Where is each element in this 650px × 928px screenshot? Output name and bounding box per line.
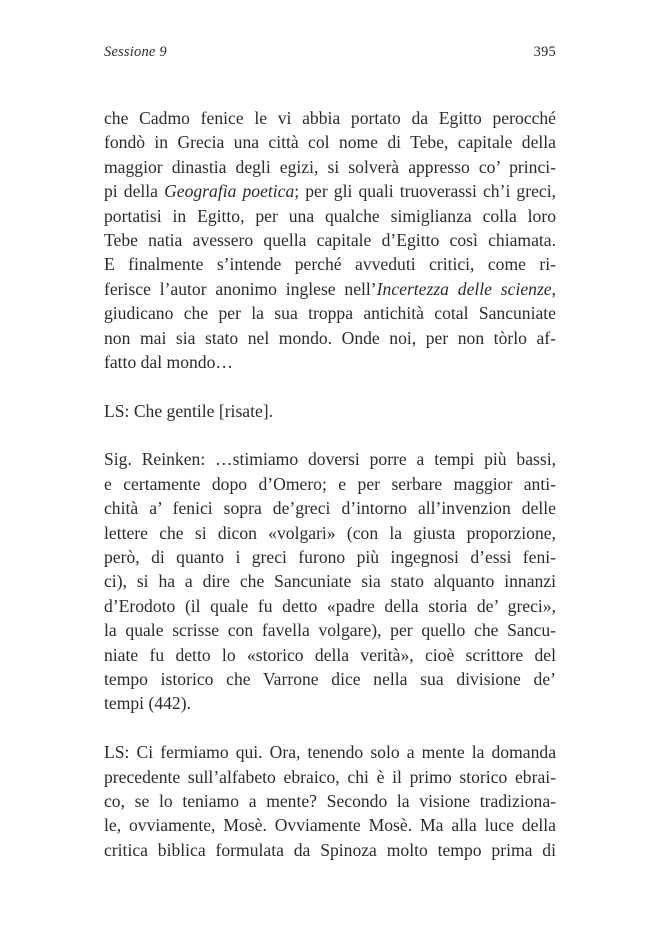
paragraph-gap	[104, 423, 556, 447]
text-segment: precedente sull’alfabeto ebraico, chi è il primo storico ebrai-	[104, 766, 556, 787]
text-segment: che Cadmo fenice le vi abbia portato da Egitto perocché	[104, 108, 556, 128]
text-segment: co, se lo teniamo a mente? Secondo la visione tradiziona-	[104, 790, 556, 811]
text-line	[104, 643, 556, 667]
text-segment: Tebe natia avessero quella capitale d’Egitto così chiamata.	[104, 229, 556, 250]
text-line	[104, 106, 556, 130]
text-line	[104, 691, 556, 715]
text-segment: giudicano che per la sua troppa antichità cotal Sancuniate	[104, 303, 556, 324]
text-segment: non mai sia stato nel mondo. Onde noi, per non tòrlo af-	[104, 327, 556, 348]
text-segment: pi della	[104, 181, 165, 202]
italic-title: Geografia poetica	[164, 181, 295, 202]
paragraph	[104, 447, 556, 715]
text-line	[104, 350, 556, 374]
text-line	[104, 447, 556, 471]
text-line	[104, 204, 556, 228]
running-head	[104, 44, 556, 64]
body-text	[104, 106, 556, 862]
paragraph	[104, 740, 556, 862]
text-segment: le, ovviamente, Mosè. Ovviamente Mosè. Ma alla luce della	[104, 815, 556, 836]
text-line	[104, 813, 556, 837]
text-segment: lettere che si dicon «volgari» (con la giusta proporzione,	[104, 522, 556, 543]
text-line	[104, 301, 556, 325]
text-segment: però, di quanto i greci furono più ingegnosi d’essi feni-	[104, 547, 556, 568]
text-line	[104, 399, 556, 423]
text-segment: LS: Che gentile [risate].	[104, 400, 274, 421]
text-line	[104, 277, 556, 301]
page-number: 395	[533, 44, 556, 60]
text-segment: Sig. Reinken: …stimiamo doversi porre a tempi più bassi,	[104, 449, 556, 470]
text-line	[104, 838, 556, 862]
text-line	[104, 594, 556, 618]
text-line	[104, 228, 556, 252]
text-line	[104, 155, 556, 179]
text-line	[104, 545, 556, 569]
paragraph-gap	[104, 716, 556, 740]
paragraph	[104, 106, 556, 374]
text-line	[104, 326, 556, 350]
text-line	[104, 252, 556, 276]
text-line	[104, 179, 556, 203]
italic-title: Incertezza delle scienze	[376, 278, 552, 299]
text-segment: LS: Ci fermiamo qui. Ora, tenendo solo a mente la domanda	[104, 742, 556, 763]
text-line	[104, 789, 556, 813]
section-title: Sessione 9	[104, 44, 167, 60]
text-segment: d’Erodoto (il quale fu detto «padre della storia de’ greci»,	[104, 595, 556, 616]
text-segment: ; per gli quali truoverassi ch’i greci,	[294, 181, 556, 202]
text-segment: critica biblica formulata da Spinoza molto tempo prima di	[104, 839, 556, 860]
text-segment: chità a’ fenici sopra de’greci d’intorno all’invenzion delle	[104, 498, 556, 519]
text-segment: ferisce l’autor anonimo inglese nell’	[104, 278, 377, 299]
text-segment: ci), si ha a dire che Sancuniate sia stato alquanto innanzi	[104, 571, 556, 592]
text-segment: maggior dinastia degli egizi, si solverà appresso co’ princi-	[104, 156, 556, 177]
text-segment: ,	[551, 278, 556, 299]
text-line	[104, 569, 556, 593]
text-segment: la quale scrisse con favella volgare), per quello che Sancu-	[104, 620, 556, 641]
paragraph-gap	[104, 374, 556, 398]
text-segment: e certamente dopo d’Omero; e per serbare maggior anti-	[104, 473, 556, 494]
text-line	[104, 618, 556, 642]
text-segment: E finalmente s’intende perché avveduti critici, come ri-	[104, 254, 556, 275]
text-segment: tempi (442).	[104, 693, 191, 714]
text-line	[104, 765, 556, 789]
text-line	[104, 130, 556, 154]
text-segment: niate fu detto lo «storico della verità», cioè scrittore del	[104, 644, 556, 665]
text-line	[104, 521, 556, 545]
text-line	[104, 740, 556, 764]
text-segment: fondò in Grecia una città col nome di Tebe, capitale della	[104, 132, 556, 153]
text-segment: fatto dal mondo…	[104, 351, 233, 372]
text-line	[104, 472, 556, 496]
text-segment: portatisi in Egitto, per una qualche simiglianza colla loro	[104, 205, 556, 226]
text-line	[104, 496, 556, 520]
paragraph	[104, 399, 556, 423]
text-line	[104, 667, 556, 691]
text-segment: tempo istorico che Varrone dice nella sua divisione de’	[104, 668, 556, 689]
